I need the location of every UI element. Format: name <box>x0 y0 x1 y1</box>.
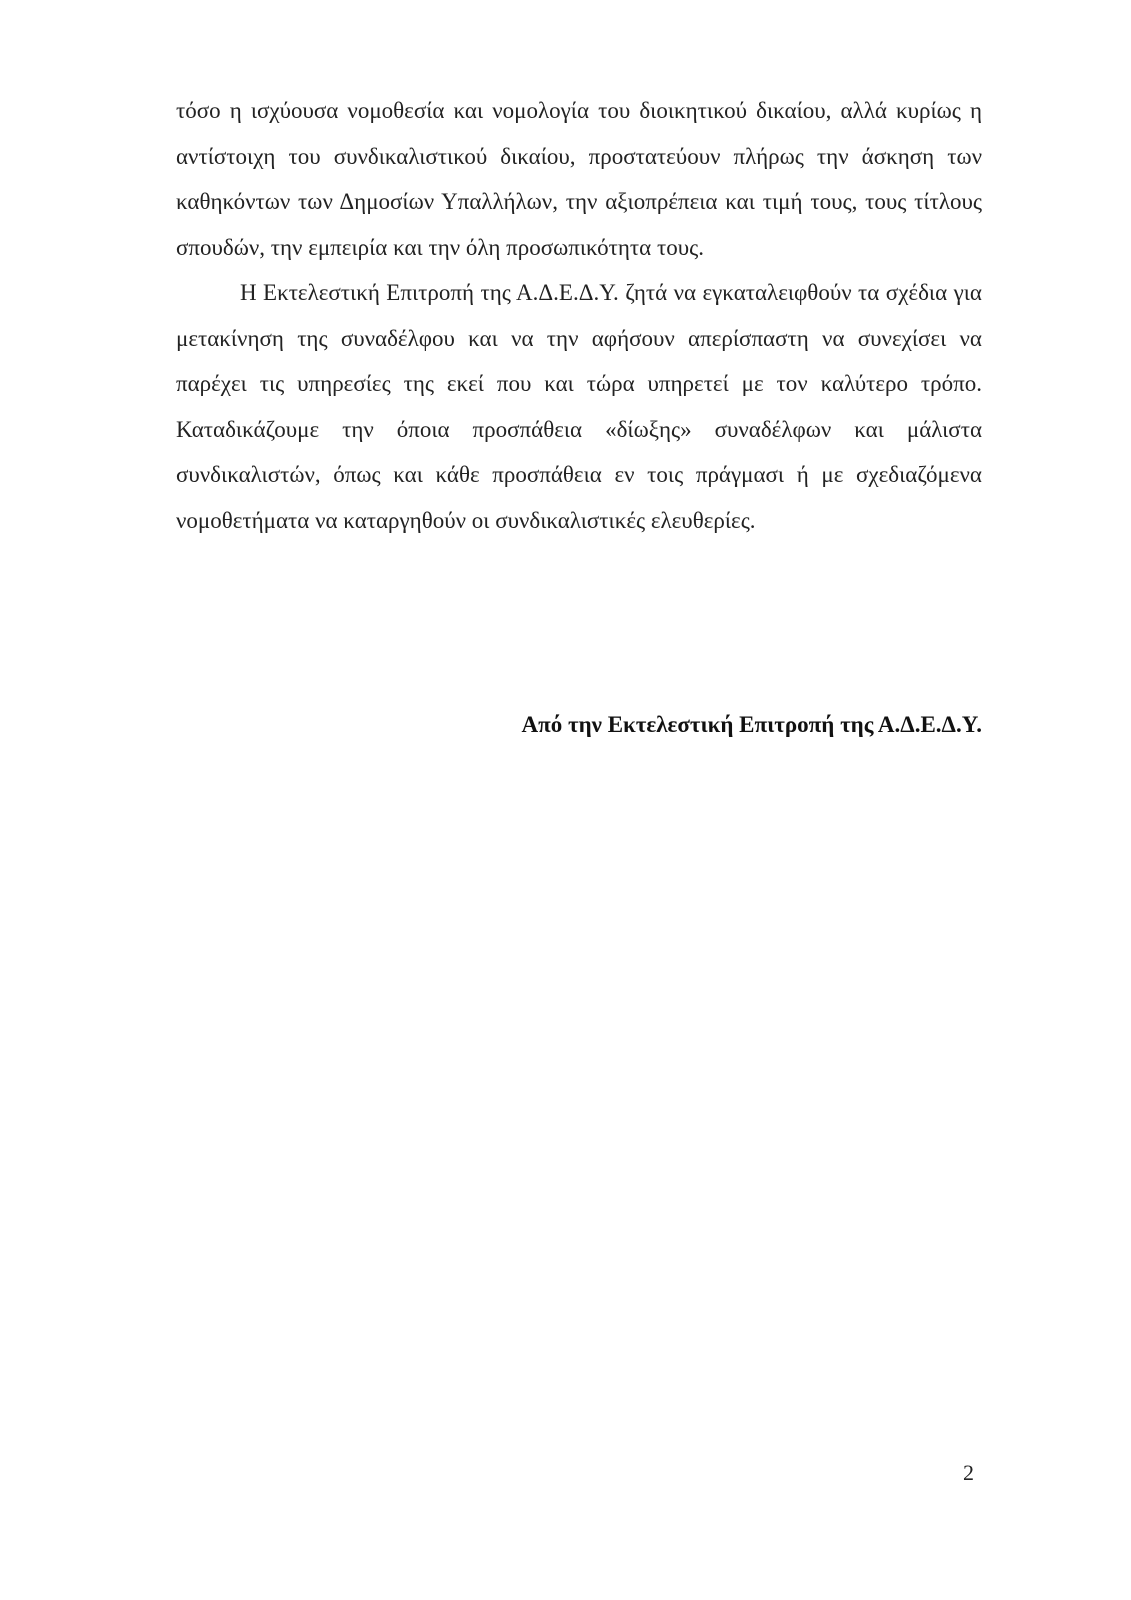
paragraph-continuation: τόσο η ισχύουσα νομοθεσία και νομολογία του διοικητικού δικαίου, αλλά κυρίως η αντίστοιχη του συνδικαλιστικού δικαίου, προστατεύουν πλήρως την άσκηση των καθηκόντων των Δημοσίων Υπαλλήλων, την αξιοπρέπεια και τιμή τους, τους τίτλους σπουδών, την εμπειρία και την όλη προσωπικότητα τους. <box>176 98 982 260</box>
paragraph-demand: Η Εκτελεστική Επιτροπή της Α.Δ.Ε.Δ.Υ. ζητά να εγκαταλειφθούν τα σχέδια για μετακίνηση της συναδέλφου και να την αφήσουν απερίσπαστη να συνεχίσει να παρέχει τις υπηρεσίες της εκεί που και τώρα υπηρετεί με τον καλύτερο τρόπο. Καταδικάζουμε την όποια προσπάθεια «δίωξης» συναδέλφων και μάλιστα συνδικαλιστών, όπως και κάθε προσπάθεια εν τοις πράγμασι ή με σχεδιαζόμενα νομοθετήματα να καταργηθούν οι συνδικαλιστικές ελευθερίες. <box>176 280 982 533</box>
document-body <box>176 88 982 543</box>
page-number: 2 <box>963 1460 974 1485</box>
signature-line: Από την Εκτελεστική Επιτροπή της Α.Δ.Ε.Δ.Υ. <box>521 712 982 737</box>
